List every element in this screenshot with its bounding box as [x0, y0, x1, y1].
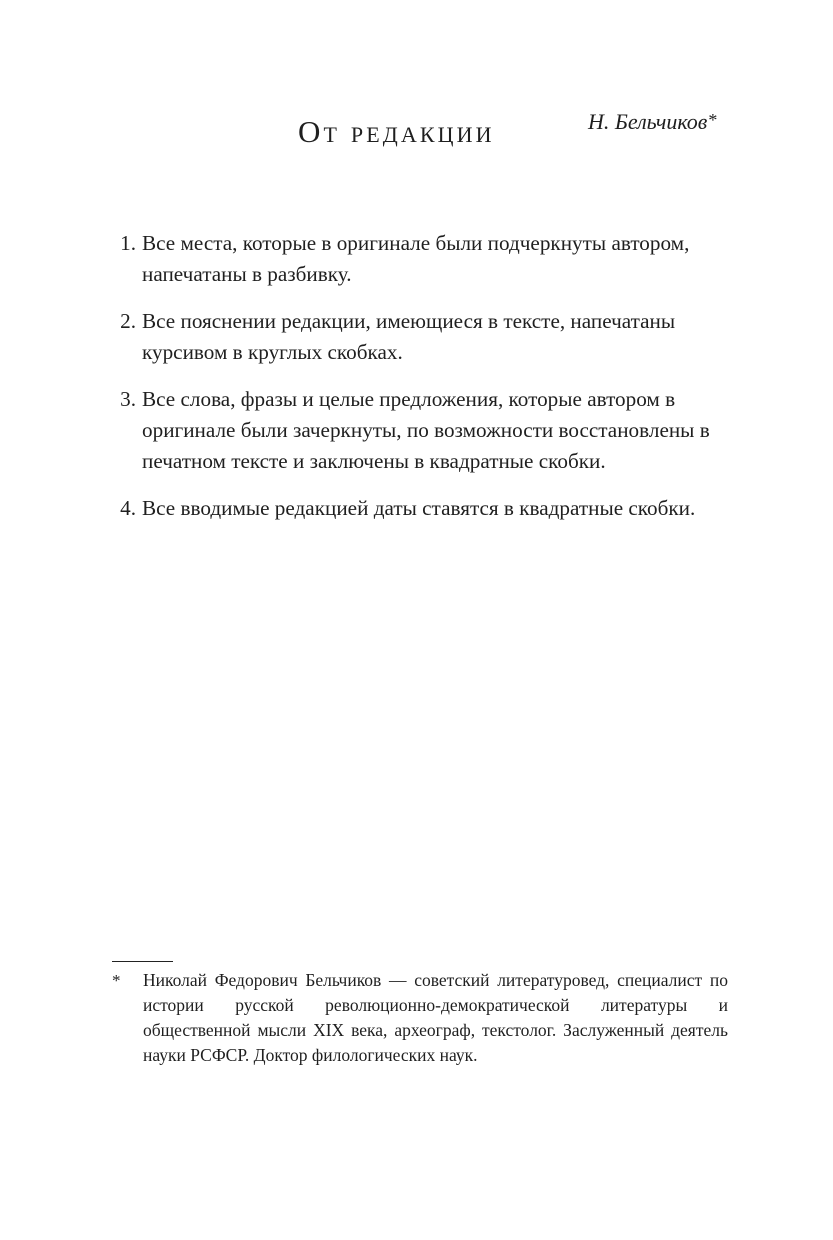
- footnote-mark: *: [112, 971, 121, 990]
- list-item-number: 3.: [120, 387, 136, 411]
- editorial-notes-list: [104, 228, 728, 540]
- page-title: От редакции: [298, 114, 495, 149]
- list-item: [104, 306, 728, 368]
- page-header: [0, 108, 833, 158]
- list-item-text: Все слова, фразы и целые предложения, которые автором в оригинале были зачеркнуты, по возможности восстановлены в печатном тексте и заключены в квадратные скобки.: [142, 387, 710, 473]
- list-item-number: 1.: [120, 231, 136, 255]
- footnote: [112, 968, 728, 1068]
- list-item: [104, 228, 728, 290]
- footnote-text: Николай Федорович Бельчиков — советский литературовед, специалист по истории русской революционно-демократической литературы и общественной мысли XIX века, археограф, текстолог. Заслуженный деятель науки РСФСР. Доктор филологических наук.: [143, 970, 728, 1065]
- list-item-text: Все места, которые в оригинале были подчеркнуты автором, напечатаны в разбивку.: [142, 231, 690, 286]
- list-item: [104, 493, 728, 524]
- author-name-text: Н. Бельчиков: [588, 109, 708, 134]
- list-item-text: Все вводимые редакцией даты ставятся в квадратные скобки.: [142, 496, 696, 520]
- list-item-number: 2.: [120, 309, 136, 333]
- footnote-divider: [112, 961, 173, 962]
- list-item-text: Все пояснении редакции, имеющиеся в тексте, напечатаны курсивом в круглых скобках.: [142, 309, 676, 364]
- footnote-reference-mark: *: [708, 110, 718, 130]
- author-name: [588, 108, 717, 134]
- list-item-number: 4.: [120, 496, 136, 520]
- list-item: [104, 384, 728, 477]
